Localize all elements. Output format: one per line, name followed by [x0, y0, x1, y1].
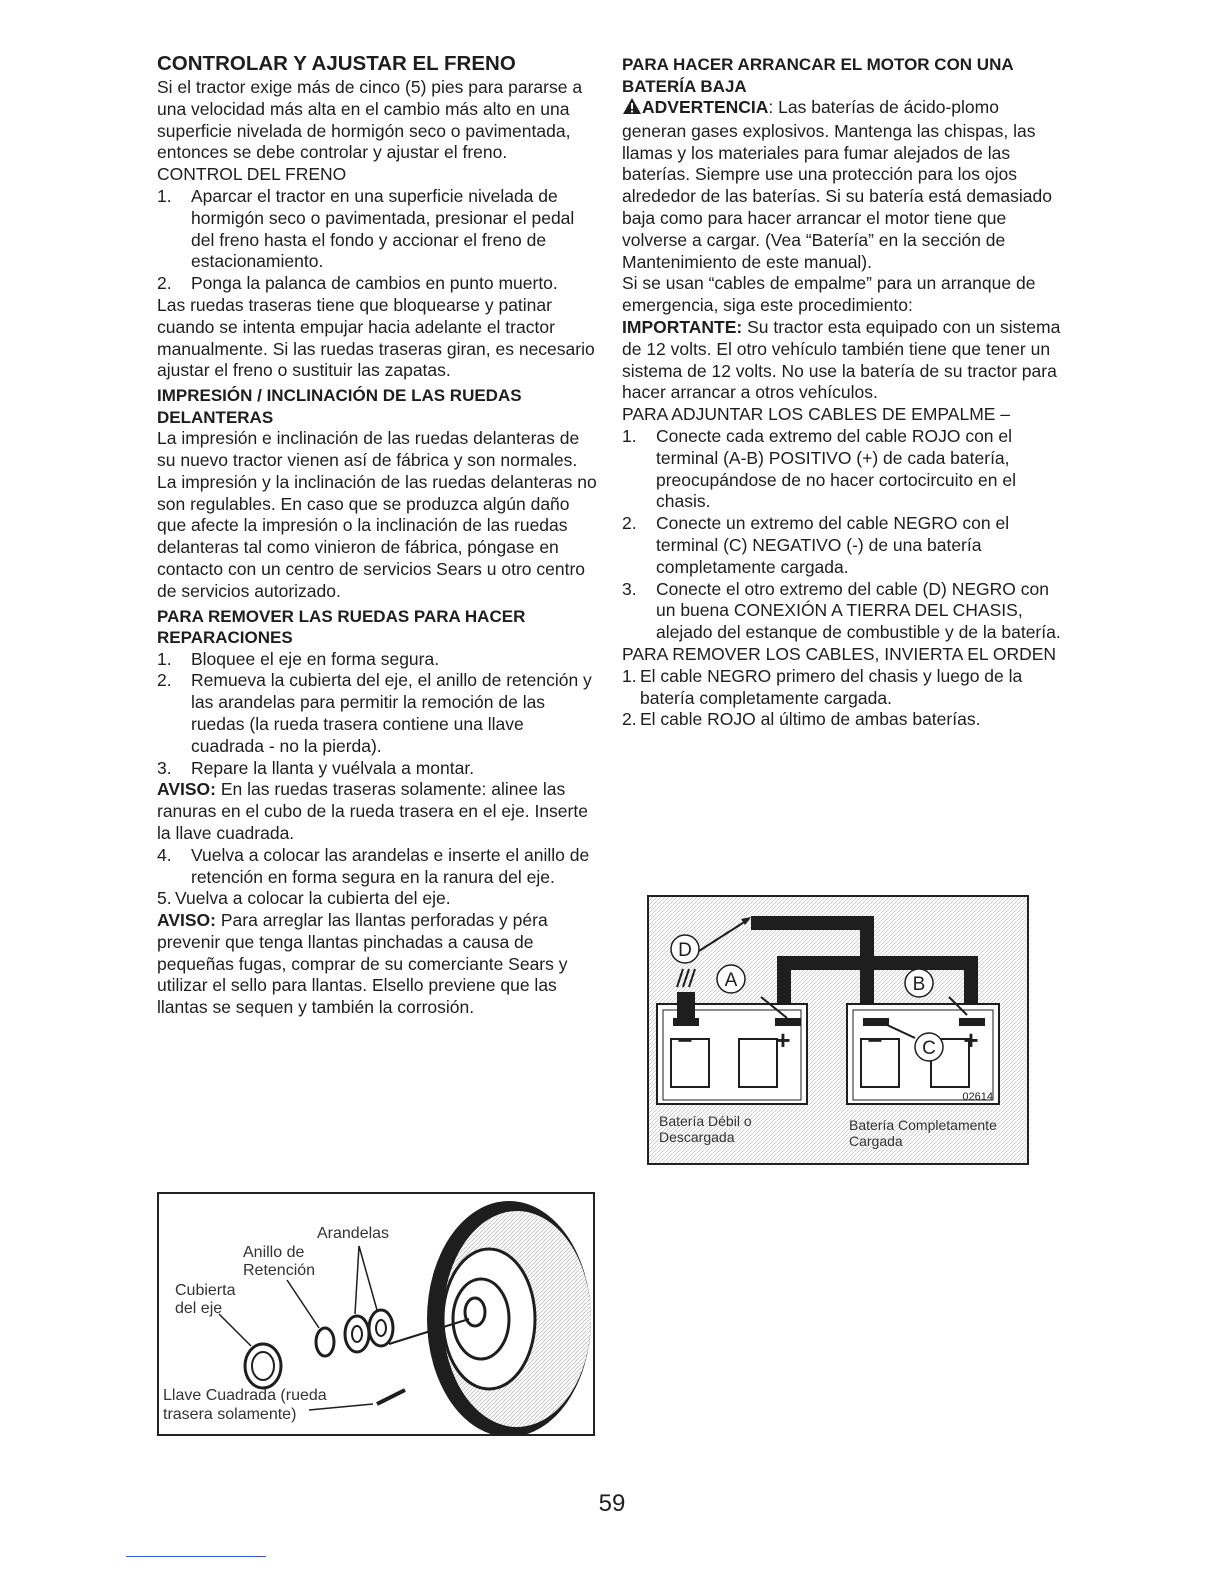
- weak-minus-sign: −: [677, 1025, 693, 1055]
- washers-label: Arandelas: [317, 1225, 390, 1242]
- right-column: [622, 52, 1062, 731]
- toe-text: La impresión e inclinación de las ruedas delanteras de su nuevo tractor vienen así de fábrica y son normales. La impresión y la inclinación de las ruedas delanteras no son regulables. En caso que se produzca algún daño que afecte la impresión o la inclinación de las ruedas delanteras tal como vinieron de fábrica, póngase en contacto con un centro de servicios Sears u otro centro de servicios autorizado.: [157, 428, 597, 601]
- jump-start-title: PARA HACER ARRANCAR EL MOTOR CON UNA BATERÍA BAJA: [622, 55, 1013, 96]
- list-item: 1. El cable NEGRO primero del chasis y luego de la batería completamente cargada.: [622, 665, 1023, 708]
- battery-label-b: B: [912, 974, 926, 995]
- list-item: 4. Vuelva a colocar las arandelas e inserte el anillo de retención en forma segura en la ranura del eje.: [157, 844, 590, 887]
- list-item: 3. Repare la llanta y vuélvala a montar.: [157, 757, 475, 778]
- remove-cable-steps: [622, 666, 1062, 731]
- list-item: 1. Bloquee el eje en forma segura.: [157, 648, 440, 669]
- warning-triangle-icon: [622, 97, 642, 121]
- battery-jump-diagram: [647, 895, 1029, 1165]
- battery-label-c: C: [922, 1038, 936, 1059]
- left-column: [157, 52, 597, 1019]
- aviso-tire-sealant: AVISO: Para arreglar las llantas perforadas y péra prevenir que tenga llantas pinchadas a causa de pequeñas fugas, comprar de su comerciante Sears y utilizar el sello para llantas. Elsello previene que las llantas se sequen y también la corrosión.: [157, 910, 568, 1018]
- aviso-rear-wheels: AVISO: En las ruedas traseras solamente: alinee las ranuras en el cubo de la rueda trasera en el eje. Inserte la llave cuadrada.: [157, 779, 588, 843]
- list-item: 5. Vuelva a colocar la cubierta del eje.: [157, 888, 451, 909]
- jumper-intro: Si se usan “cables de empalme” para un arranque de emergencia, siga este procedimiento:: [622, 273, 1036, 316]
- list-item: 2. Conecte un extremo del cable NEGRO con el terminal (C) NEGATIVO (-) de una batería completamente cargada.: [622, 513, 1010, 577]
- remove-wheels-title: PARA REMOVER LAS RUEDAS PARA HACER REPARACIONES: [157, 606, 526, 648]
- list-item: 2. Ponga la palanca de cambios en punto muerto.: [157, 273, 558, 294]
- brake-steps: [157, 186, 597, 295]
- list-item: 3. Conecte el otro extremo del cable (D) NEGRO con un buena CONEXIÓN A TIERRA DEL CHASIS, alejado del estanque de combustible y de la batería.: [622, 578, 1061, 643]
- brake-note: Las ruedas traseras tiene que bloquearse y patinar cuando se intenta empujar hacia adelante el tractor manualmente. Si las ruedas traseras giran, es necesario ajustar el freno o sustituir las zapatas.: [157, 294, 595, 381]
- wheel-removal-diagram: [157, 1192, 595, 1436]
- attach-steps: [622, 426, 1062, 644]
- brake-intro: Si el tractor exige más de cinco (5) pies para pararse a una velocidad más alta en el cambio más alto en una superficie nivelada de hormigón seco o pavimentada, entonces se debe controlar y ajustar el freno.: [157, 77, 583, 163]
- weak-plus-sign: +: [775, 1025, 791, 1055]
- retaining-ring-label: Anillo de Retención: [243, 1244, 316, 1279]
- full-plus-sign: +: [963, 1025, 979, 1055]
- list-item: 1. Aparcar el tractor en una superficie nivelada de hormigón seco o pavimentada, presionar el pedal del freno hasta el fondo y accionar el freno de estacionamiento.: [157, 185, 575, 272]
- full-minus-sign: −: [867, 1025, 883, 1055]
- attach-cables-label: PARA ADJUNTAR LOS CABLES DE EMPALME –: [622, 404, 1011, 425]
- warning-paragraph: ADVERTENCIA: Las baterías de ácido-plomo generan gases explosivos. Mantenga las chispas, las llamas y los materiales para fumar alejados de las baterías. Siempre use una protección para los ojos alrededor de las baterías. Si su batería está demasiado baja como para hacer arrancar el motor tiene que volverse a cargar. (Vea “Batería” en la sección de Mantenimiento de este manual).: [622, 97, 1052, 272]
- remove-cables-label: PARA REMOVER LOS CABLES, INVIERTA EL ORDEN: [622, 643, 1057, 664]
- weak-battery-caption: Batería Débil o Descargada: [659, 1113, 752, 1145]
- battery-label-a: A: [724, 970, 738, 991]
- page-number: 59: [598, 1490, 626, 1517]
- square-key-label: Llave Cuadrada (rueda trasera solamente): [163, 1387, 327, 1423]
- battery-label-d: D: [678, 940, 692, 961]
- footer-underline: [126, 1556, 266, 1557]
- toe-section-title: IMPRESIÓN / INCLINACIÓN DE LAS RUEDAS DELANTERAS: [157, 386, 522, 427]
- axle-cover-label: Cubierta del eje: [175, 1282, 236, 1317]
- brake-section-title: CONTROLAR Y AJUSTAR EL FRENO: [157, 52, 516, 75]
- list-item: 1. Conecte cada extremo del cable ROJO con el terminal (A-B) POSITIVO (+) de cada batería, preocupándose de no hacer cortocircuito en el chasis.: [622, 425, 1016, 512]
- full-battery-caption: Batería Completamente Cargada: [849, 1117, 997, 1149]
- list-item: 2. Remueva la cubierta del eje, el anillo de retención y las arandelas para permitir la remoción de las ruedas (la rueda trasera contiene una llave cuadrada - no la pierda).: [157, 670, 592, 756]
- remove-steps-a: [157, 649, 597, 780]
- brake-control-label: CONTROL DEL FRENO: [157, 164, 347, 185]
- important-note: IMPORTANTE: Su tractor esta equipado con un sistema de 12 volts. El otro vehículo también tiene que tener un sistema de 12 volts. No use la batería de su tractor para hacer arrancar a otros vehículos.: [622, 316, 1061, 403]
- list-item: 2. El cable ROJO al último de ambas baterías.: [622, 709, 981, 730]
- remove-steps-b: [157, 845, 597, 910]
- battery-part-code: 02614: [962, 1091, 993, 1103]
